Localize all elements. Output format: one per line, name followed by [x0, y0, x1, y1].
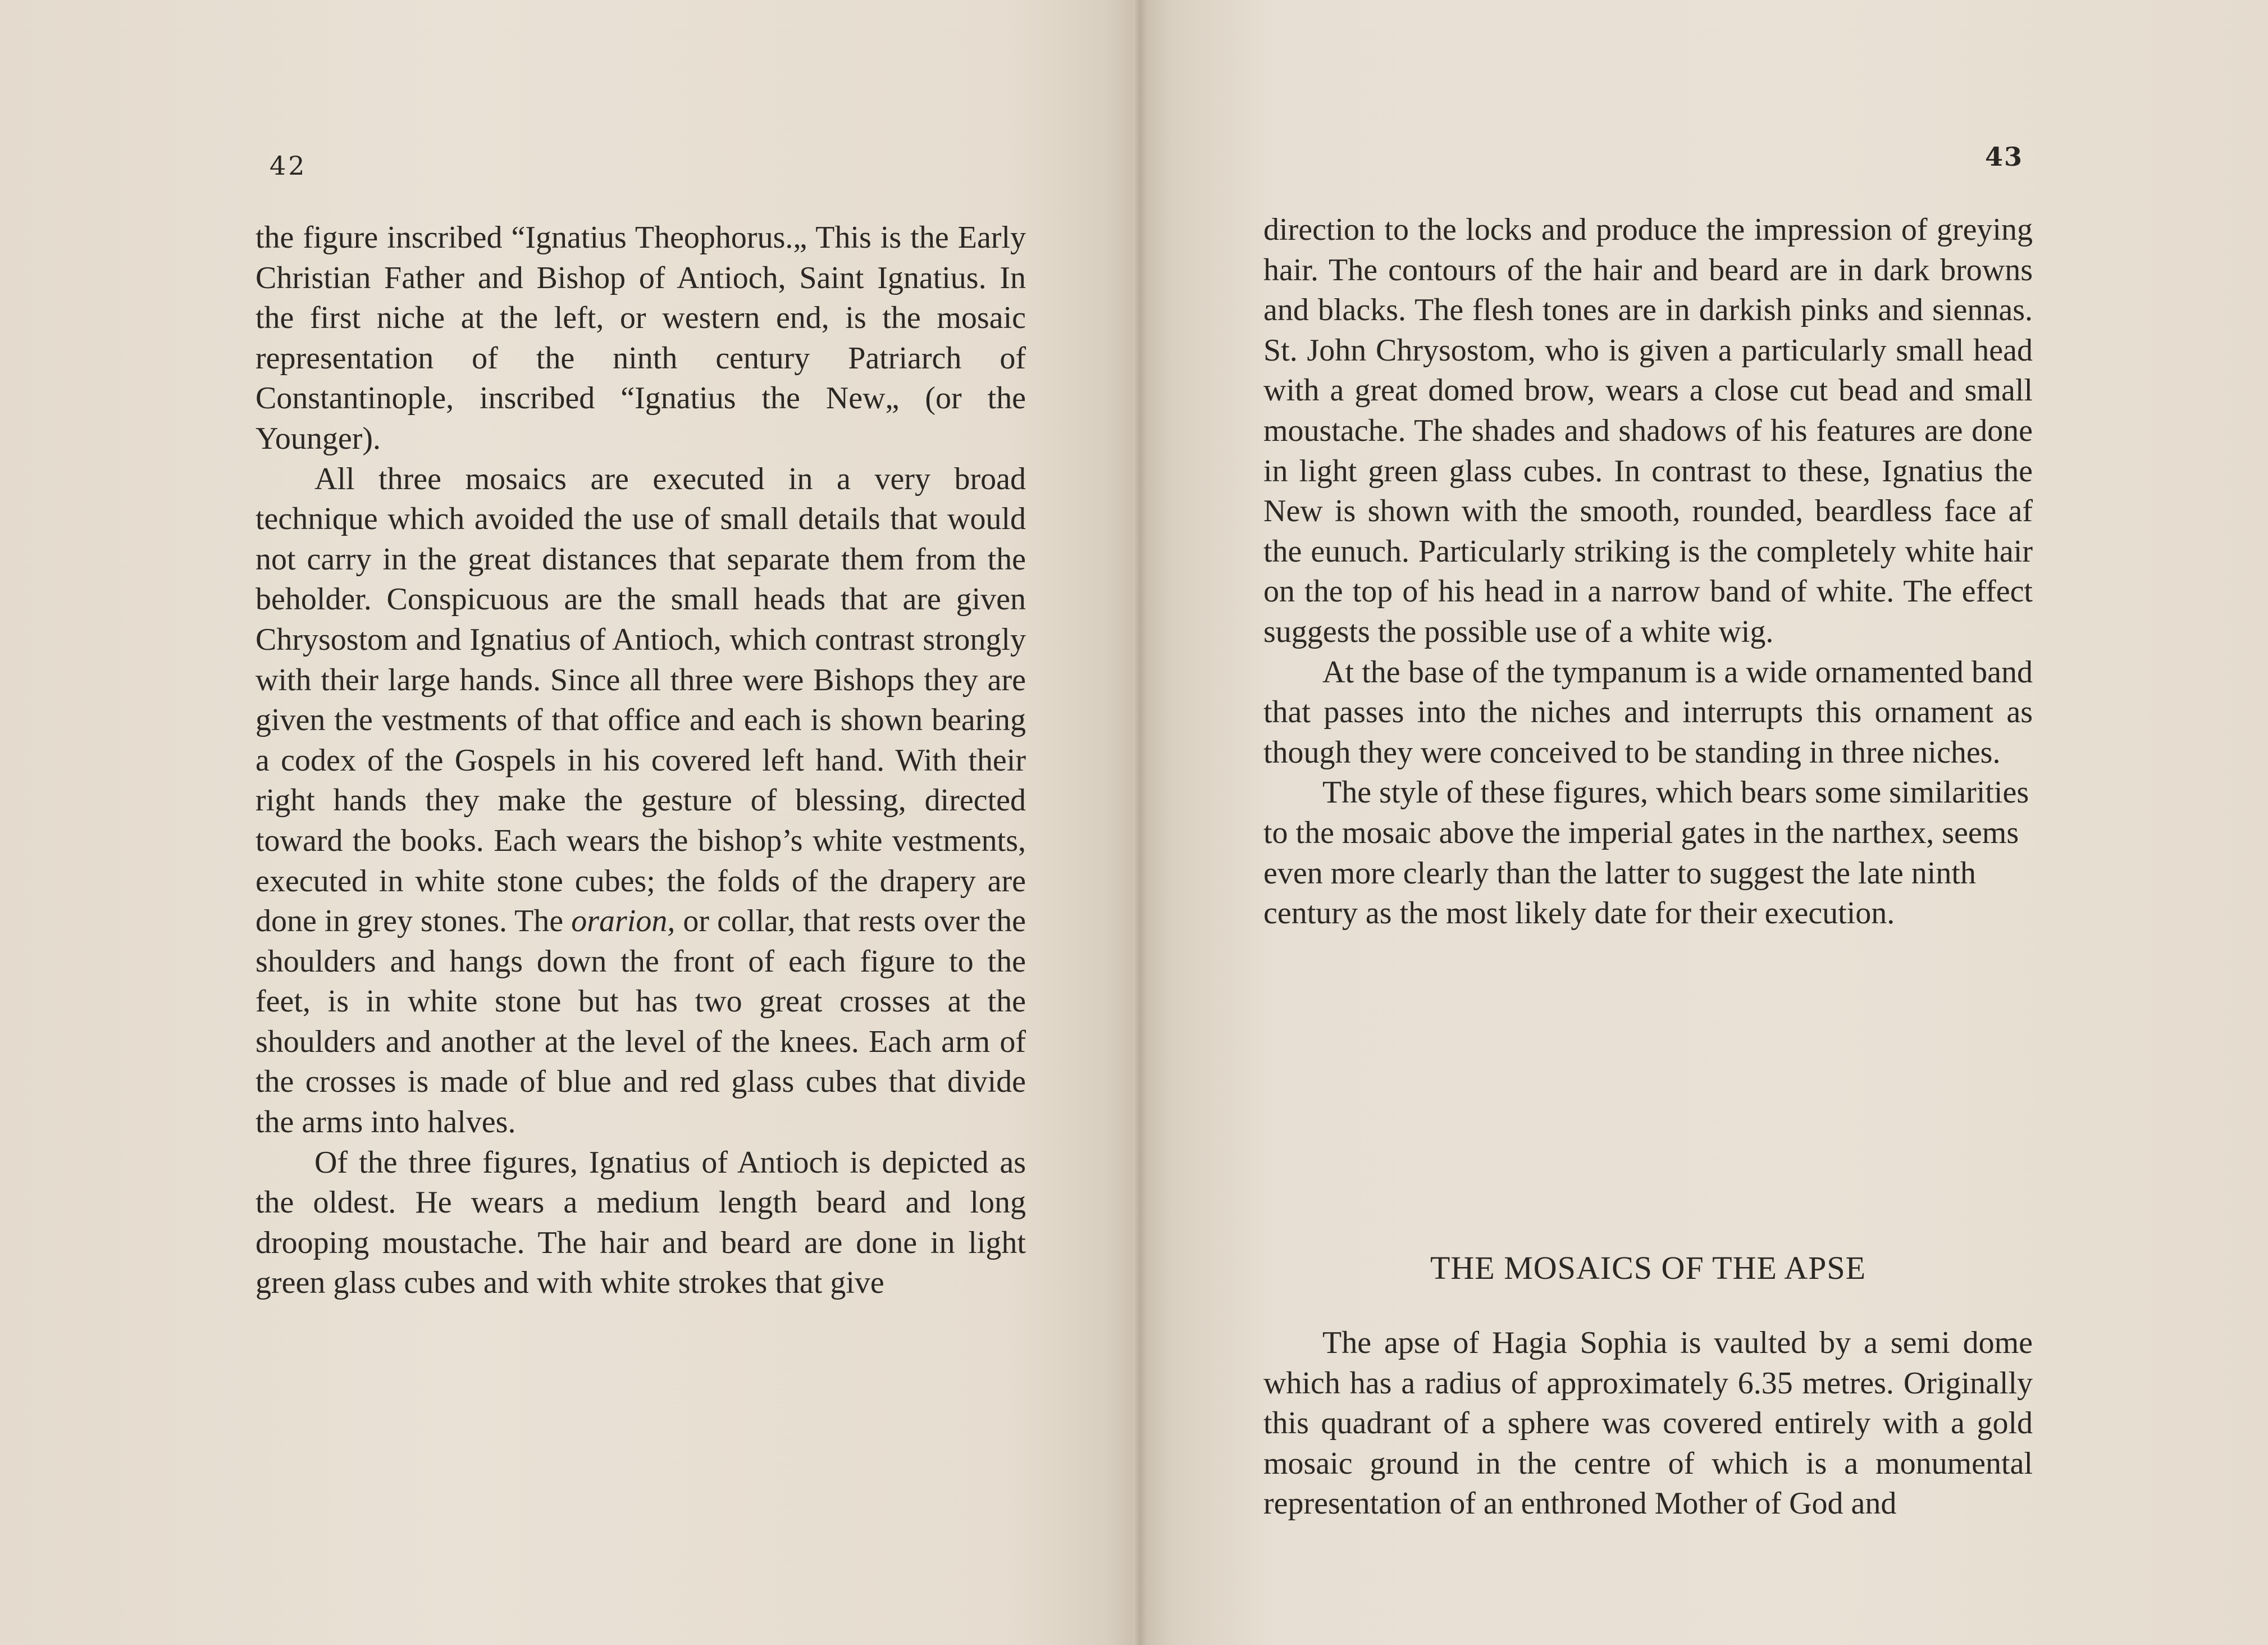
paragraph-text: or collar, that rests over the shoulders and hangs down the front of each figure to the feet, is in white stone but has two great crosses at the shoulders and another at the level of the knees. Each arm of the crosses is made of blue and red glass cubes that divide the arms into halves.	[255, 904, 1026, 1140]
paragraph	[255, 459, 1026, 1143]
paragraph: the figure inscribed “Ignatius Theophorus.„ This is the Early Christian Father and Bishop of Antioch, Saint Ignatius. In the first niche at the left, or western end, is the mosaic representation of the ninth century Patriarch of Constantinople, inscribed “Ignatius the New„ (or the Younger).	[255, 220, 1026, 456]
paragraph: At the base of the tympanum is a wide ornamented band that passes into the niches and interrupts this ornament as though they were conceived to be standing in three niches.	[1263, 654, 2033, 770]
paragraph-text: All three mosaics are executed in a very broad technique which avoided the use of small details that would not carry in the great distances that separate them from the beholder. Conspicuous are the small heads that are given Chrysostom and Ignatius of Antioch, which contrast strongly with their large hands. Since all three were Bishops they are given the vestments of that office and each is shown bearing a codex of the Gospels in his covered left hand. With their right hands they make the gesture of blessing, directed toward the books. Each wears the bishop’s white vestments, executed in white stone cubes; the folds of the drapery are done in grey stones. The	[255, 461, 1026, 939]
right-page-body	[1263, 210, 2033, 934]
page-number: 42	[270, 151, 307, 181]
paragraph: The style of these figures, which bears some similarities to the mosaic above the imperial gates in the narthex, seems even more clearly than the latter to suggest the late ninth century as the most likely date for their execution.	[1263, 775, 2029, 931]
italic-term: orarion,	[571, 904, 676, 939]
paragraph: Of the three figures, Ignatius of Antioch is depicted as the oldest. He wears a medium length beard and long drooping moustache. The hair and beard are done in light green glass cubes and with white strokes that give	[255, 1145, 1026, 1301]
book-gutter	[1133, 0, 1147, 1645]
section-body	[1263, 1323, 2033, 1524]
left-page-body	[255, 218, 1026, 1304]
section-heading: THE MOSAICS OF THE APSE	[1430, 1250, 1867, 1286]
paragraph: The apse of Hagia Sophia is vaulted by a semi dome which has a radius of approximately 6.35 metres. Originally this quadrant of a sphere was covered entirely with a gold mosaic ground in the centre of which is a monumental representation of an enthroned Mother of God and	[1263, 1325, 2033, 1521]
paragraph: direction to the locks and produce the impression of greying hair. The contours of the hair and beard are in dark browns and blacks. The flesh tones are in darkish pinks and siennas. St. John Chrysostom, who is given a particularly small head with a great domed brow, wears a close cut bead and small moustache. The shades and shadows of his features are done in light green glass cubes. In contrast to these, Ignatius the New is shown with the smooth, rounded, beardless face af the eunuch. Particularly striking is the completely white hair on the top of his head in a narrow band of white. The effect suggests the possible use of a white wig.	[1263, 212, 2033, 649]
page-number: 43	[1985, 142, 2024, 172]
